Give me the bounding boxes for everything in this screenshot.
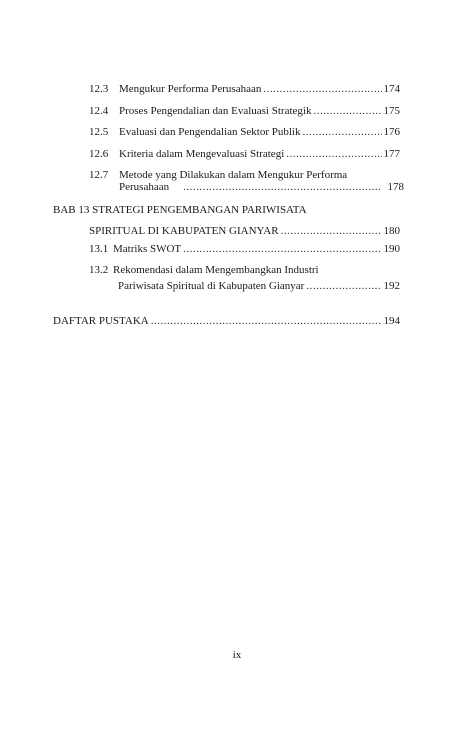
page-folio: ix	[232, 649, 242, 661]
toc-title: Matriks SWOT	[113, 243, 182, 255]
toc-chapter-13-line1: BAB 13 STRATEGI PENGEMBANGAN PARIWISATA	[53, 204, 307, 216]
toc-number: 12.5	[89, 126, 109, 138]
toc-entry-12-4	[89, 105, 400, 118]
toc-number: 12.4	[89, 105, 109, 117]
toc-page-number: 192	[383, 280, 400, 292]
toc-entry-12-5	[89, 126, 400, 139]
dot-leader	[306, 280, 381, 293]
dot-leader	[183, 243, 381, 256]
toc-title: Proses Pengendalian dan Evaluasi Strategik	[119, 105, 312, 117]
toc-entry-13-2-line1	[89, 264, 319, 277]
toc-title: Metode yang Dilakukan dalam Mengukur Performa	[119, 169, 348, 181]
dot-leader	[281, 225, 382, 238]
toc-page-number: 190	[383, 243, 400, 255]
toc-entry-13-1	[89, 243, 400, 256]
dot-leader	[151, 315, 382, 328]
dot-leader	[183, 181, 379, 194]
toc-number: 12.7	[89, 169, 109, 181]
toc-page-number: 180	[383, 225, 400, 237]
dot-leader	[313, 105, 381, 118]
toc-entry-12-3	[89, 83, 400, 96]
toc-chapter-13-line2	[89, 225, 400, 238]
toc-title: Mengukur Performa Perusahaan	[119, 83, 262, 95]
toc-entry-13-2-line2	[118, 280, 400, 293]
toc-number: 12.6	[89, 148, 109, 160]
toc-page-number: 194	[383, 315, 400, 327]
toc-page-number: 176	[383, 126, 400, 138]
toc-number: 13.1	[89, 243, 109, 255]
toc-title-continued: SPIRITUAL DI KABUPATEN GIANYAR	[89, 225, 279, 237]
toc-page-number: 177	[383, 148, 400, 160]
toc-bibliography	[53, 315, 400, 328]
dot-leader	[263, 83, 381, 96]
toc-title: DAFTAR PUSTAKA	[53, 315, 149, 327]
toc-number: 13.2	[89, 264, 109, 276]
dot-leader	[286, 148, 381, 161]
toc-title: Rekomendasi dalam Mengembangkan Industri	[113, 264, 319, 276]
toc-entry-12-7-line2	[119, 181, 404, 194]
toc-entry-12-6	[89, 148, 400, 161]
toc-title: Kriteria dalam Mengevaluasi Strategi	[119, 148, 285, 160]
toc-title-continued: Pariwisata Spiritual di Kabupaten Gianyar	[118, 280, 305, 292]
toc-page-number: 178	[387, 181, 404, 193]
toc-page-number: 174	[383, 83, 400, 95]
toc-page-number: 175	[383, 105, 400, 117]
toc-title-continued: Perusahaan	[119, 181, 170, 193]
toc-title: Evaluasi dan Pengendalian Sektor Publik	[119, 126, 301, 138]
dot-leader	[302, 126, 381, 139]
toc-number: 12.3	[89, 83, 109, 95]
